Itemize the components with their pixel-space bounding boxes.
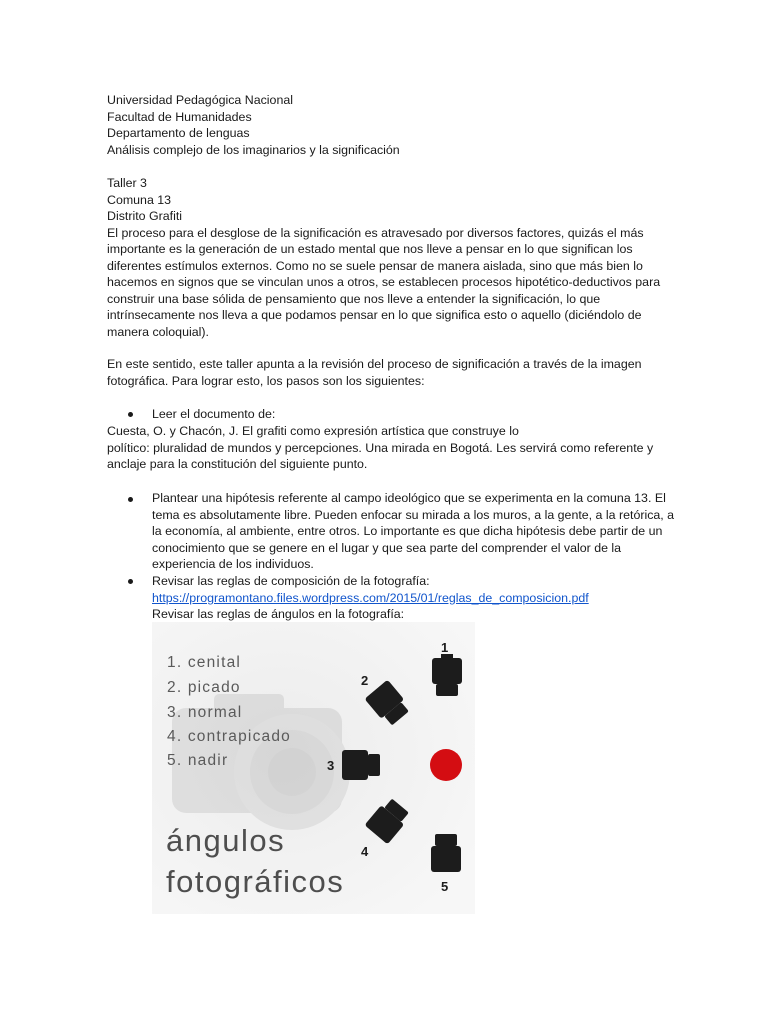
angle-item-normal: 3. normal [167,704,243,721]
step-2-line: conocimiento que se genere en el lugar y que sea parte del comprender el valor de la [152,541,622,555]
reference-line: Cuesta, O. y Chacón, J. El grafiti como expresión artística que construye lo [107,424,519,438]
intro-line: El proceso para el desglose de la significación es atravesado por diversos factores, quizás el más [107,225,644,240]
composition-rules-link[interactable]: https://programontano.files.wordpress.com/2015/01/reglas_de_composicion.pdf [152,591,589,605]
angle-number: 2 [361,673,369,688]
step-2-line: la economía, al ambiente, entre otros. Lo importante es que dicha hipótesis debe partir de un [152,524,663,538]
infographic-title-line1: ángulos [166,823,286,858]
workshop-number: Taller 3 [107,176,147,190]
purpose-line: En este sentido, este taller apunta a la revisión del proceso de significación a través de la imagen [107,357,642,371]
camera-normal-icon [342,750,380,780]
angle-number: 4 [361,844,369,859]
workshop-topic: Distrito Grafiti [107,209,183,223]
bullet-icon [128,579,133,584]
angle-item-cenital: 1. cenital [167,654,242,671]
step-2-line: Plantear una hipótesis referente al campo ideológico que se experimenta en la comuna 13. El [152,491,666,505]
step-3-text: Revisar las reglas de composición de la fotografía: [152,574,430,588]
camera-nadir-icon [431,834,461,872]
angle-item-picado: 2. picado [167,679,241,696]
angle-item-nadir: 5. nadir [167,752,229,769]
reference-line: político: pluralidad de mundos y percepciones. Una mirada en Bogotá. Les servirá como referente y [107,441,654,455]
reference-line: anclaje para la constitución del siguiente punto. [107,457,368,471]
faculty-name: Facultad de Humanidades [107,109,252,124]
angle-number: 1 [441,640,449,655]
intro-line: importante es la generación de un estado mental que nos lleve a pensar en lo que significan los [107,242,633,256]
intro-line: hacemos en signos que se vinculan unos a otros, se establecen procesos hipotético-deductivos para [107,275,661,289]
intro-line: construir una base sólida de pensamiento que nos lleve a entender la significación, lo que [107,291,601,306]
course-name: Análisis complejo de los imaginarios y la significación [107,142,400,157]
bullet-icon [128,497,133,502]
step-1-text: Leer el documento de: [152,407,276,421]
subject-dot [430,749,462,781]
department-name: Departamento de lenguas [107,126,250,140]
photo-angles-infographic [152,622,475,914]
infographic-title-line2: fotográficos [166,864,345,899]
camera-cenital-icon [432,654,462,696]
intro-line: diferentes estímulos externos. Como no se suele pensar de manera aislada, sino que más bien lo [107,258,643,273]
university-name: Universidad Pedagógica Nacional [107,93,293,107]
step-2-line: experiencia de los individuos. [152,557,314,571]
intro-line: manera coloquial). [107,324,209,339]
angle-number: 3 [327,758,335,773]
angle-number: 5 [441,879,449,894]
angle-item-contrapicado: 4. contrapicado [167,728,291,745]
bullet-icon [128,412,133,417]
workshop-location: Comuna 13 [107,192,172,207]
step-4-text: Revisar las reglas de ángulos en la fotografía: [152,607,405,621]
step-2-line: tema es absolutamente libre. Pueden enfocar su mirada a los muros, a la gente, a la retórica, a [152,508,675,522]
purpose-line: fotográfica. Para lograr esto, los pasos son los siguientes: [107,373,425,388]
intro-line: intrínsecamente nos lleva a que podamos pensar en lo que significa esto o aquello (diciéndolo de [107,308,642,322]
